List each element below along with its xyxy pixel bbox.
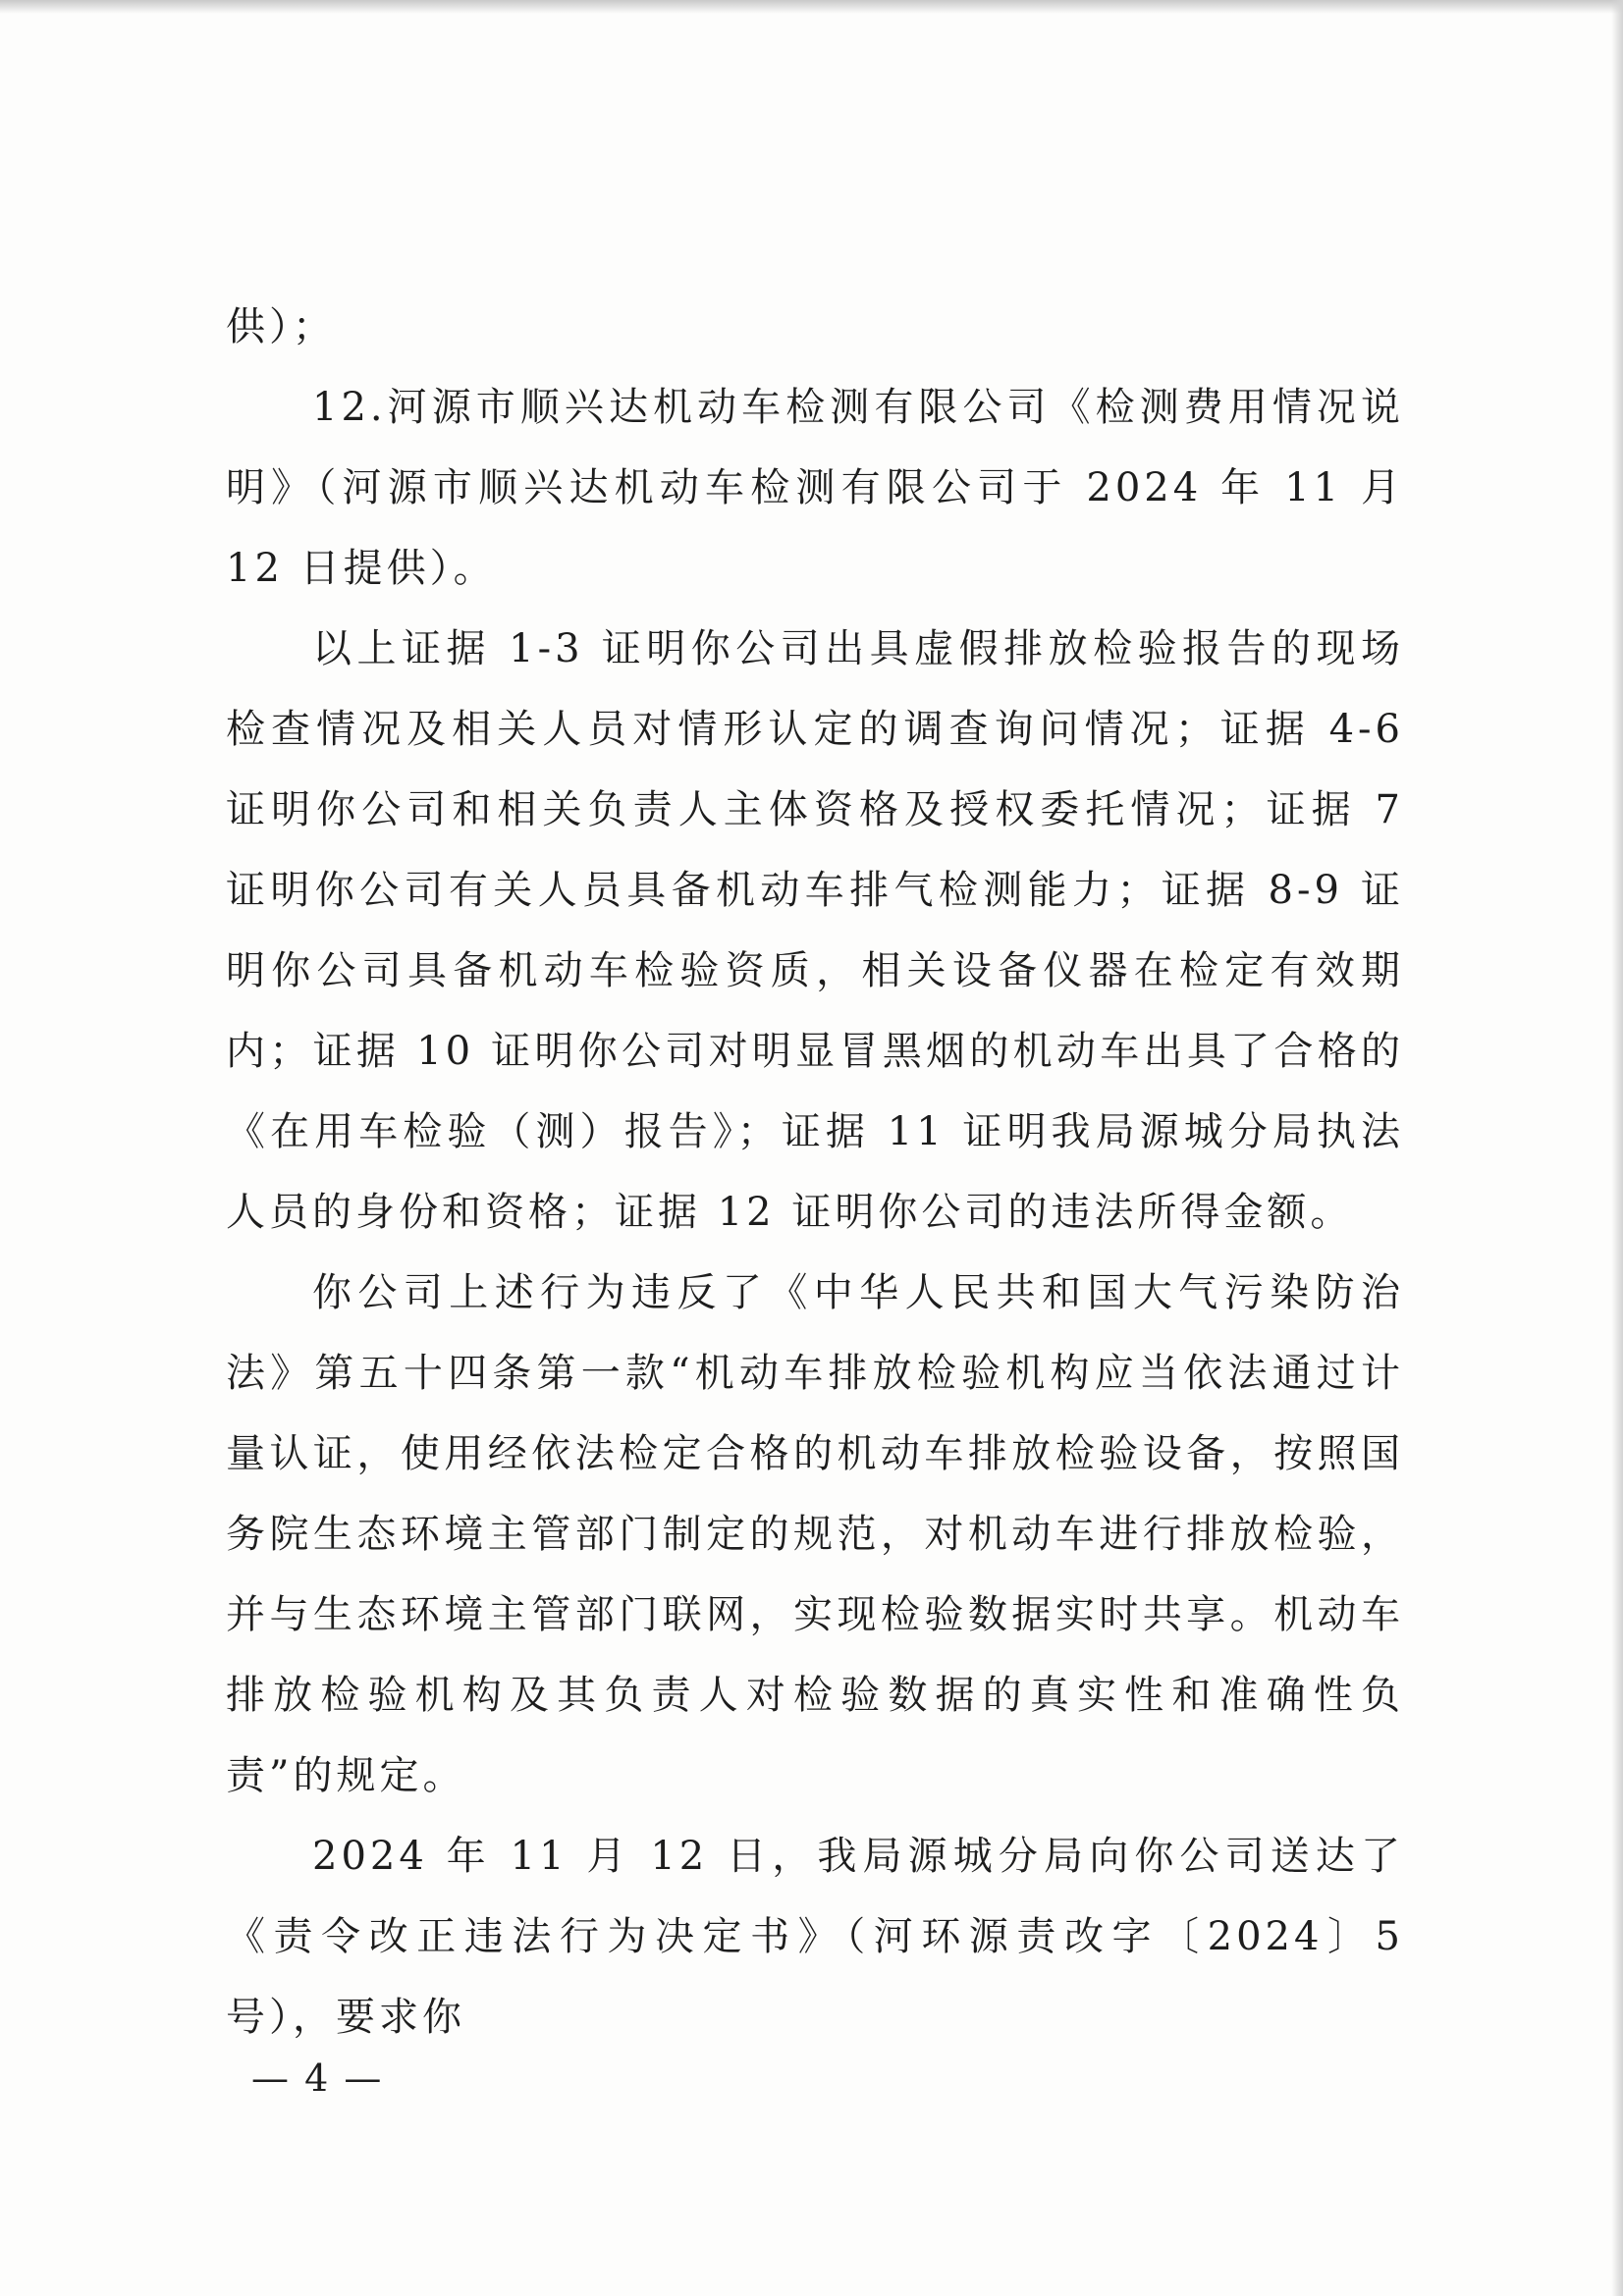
scan-shadow-right — [1611, 0, 1623, 2296]
scan-shadow-top — [0, 0, 1623, 14]
paragraph-continuation: 供）； — [226, 304, 336, 349]
paragraph-correction-order: 2024 年 11 月 12 日，我局源城分局向你公司送达了《责令改正违法行为决定书》（河环源责改字〔2024〕5 号），要求你 — [226, 1834, 1404, 2040]
paragraph-legal-violation: 你公司上述行为违反了《中华人民共和国大气污染防治法》第五十四条第一款“机动车排放检验机构应当依法通过计量认证，使用经依法检定合格的机动车排放检验设备，按照国务院生态环境主管部门制定的规范，对机动车进行排放检验，并与生态环境主管部门联网，实现检验数据实时共享。机动车排放检验机构及其负责人对检验数据的真实性和准确性负责”的规定。 — [226, 1270, 1404, 1798]
document-body — [226, 287, 1404, 2057]
paragraph-evidence-summary: 以上证据 1-3 证明你公司出具虚假排放检验报告的现场检查情况及相关人员对情形认定的调查询问情况；证据 4-6 证明你公司和相关负责人主体资格及授权委托情况；证据 7 证明你公司有关人员具备机动车排气检测能力；证据 8-9 证明你公司具备机动车检验资质，相关设备仪器在检定有效期内；证据 10 证明你公司对明显冒黑烟的机动车出具了合格的《在用车检验（测）报告》；证据 11 证明我局源城分局执法人员的身份和资格；证据 12 证明你公司的违法所得金额。 — [226, 626, 1404, 1235]
paragraph-evidence-12: 12.河源市顺兴达机动车检测有限公司《检测费用情况说明》（河源市顺兴达机动车检测有限公司于 2024 年 11 月 12 日提供）。 — [226, 385, 1404, 591]
page-number: — 4 — — [251, 2056, 384, 2100]
